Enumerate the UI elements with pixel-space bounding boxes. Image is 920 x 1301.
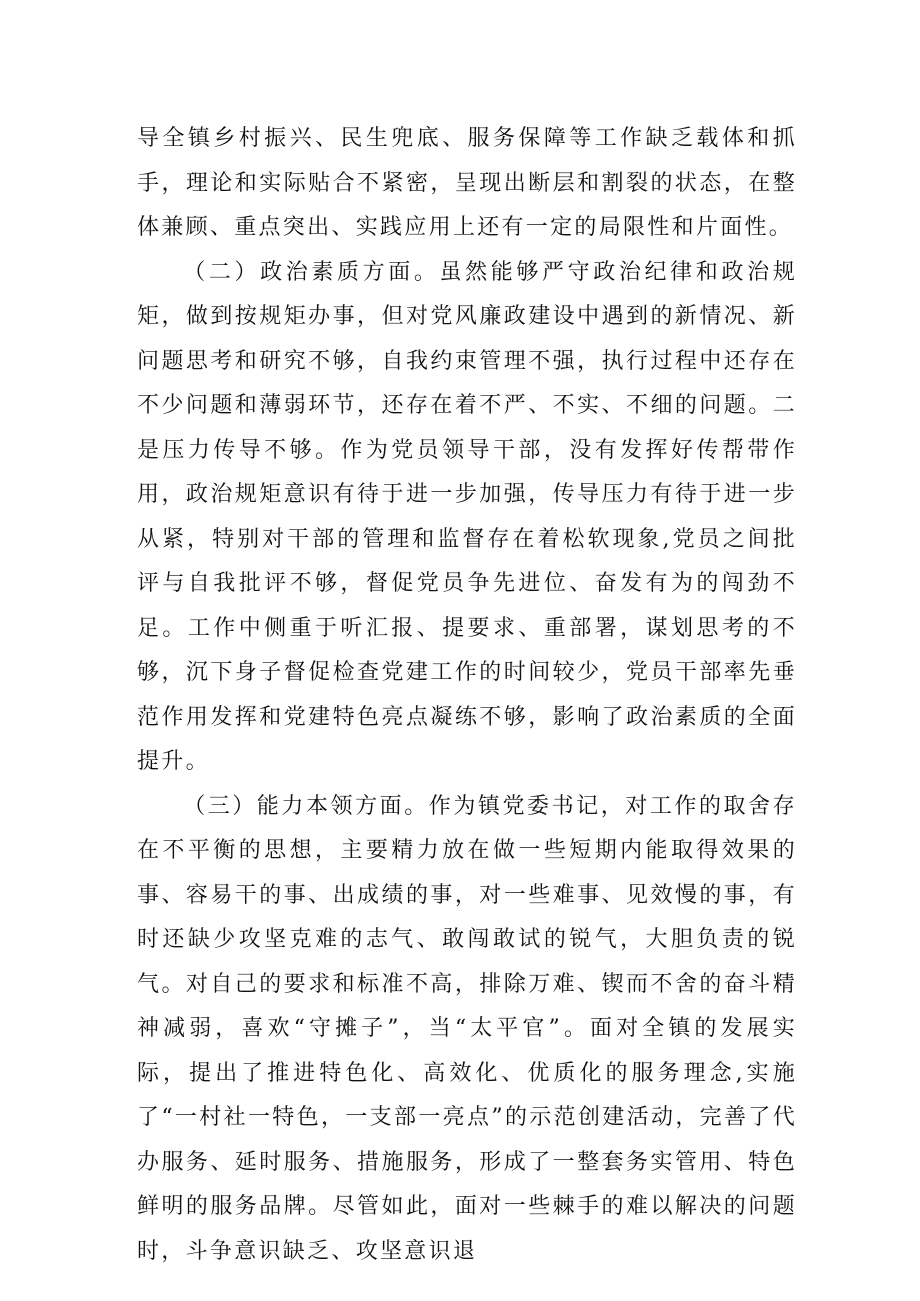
paragraph-continuation: 导全镇乡村振兴、民生兜底、服务保障等工作缺乏载体和抓手，理论和实际贴合不紧密，呈现出断层和割裂的状态，在整体兼顾、重点突出、实践应用上还有一定的局限性和片面性。 xyxy=(137,126,797,240)
paragraph-capability: （三）能力本领方面。作为镇党委书记，对工作的取舍存在不平衡的思想，主要精力放在做一些短期内能取得效果的事、容易干的事、出成绩的事，对一些难事、见效慢的事，有时还缺少攻坚克难的志气、敢闯敢试的锐气，大胆负责的锐气。对自己的要求和标准不高，排除万难、锲而不舍的奋斗精神减弱，喜欢“守摊子”，当“太平官”。面对全镇的发展实际，提出了推进特色化、高效化、优质化的服务理念,实施了“一村社一特色，一支部一亮点”的示范创建活动，完善了代办服务、延时服务、措施服务，形成了一整套务实管用、特色鲜明的服务品牌。尽管如此，面对一些棘手的难以解决的问题时，斗争意识缺乏、攻坚意识退 xyxy=(137,793,797,1264)
paragraph-political-quality: （二）政治素质方面。虽然能够严守政治纪律和政治规矩，做到按规矩办事，但对党风廉政建设中遇到的新情况、新问题思考和研究不够，自我约束管理不强，执行过程中还存在不少问题和薄弱环节，还存在着不严、不实、不细的问题。二是压力传导不够。作为党员领导干部，没有发挥好传帮带作用，政治规矩意识有待于进一步加强，传导压力有待于进一步从紧，特别对干部的管理和监督存在着松软现象,党员之间批评与自我批评不够，督促党员争先进位、奋发有为的闯劲不足。工作中侧重于听汇报、提要求、重部署，谋划思考的不够，沉下身子督促检查党建工作的时间较少，党员干部率先垂范作用发挥和党建特色亮点凝练不够，影响了政治素质的全面提升。 xyxy=(137,259,797,774)
document-body xyxy=(137,117,797,1274)
